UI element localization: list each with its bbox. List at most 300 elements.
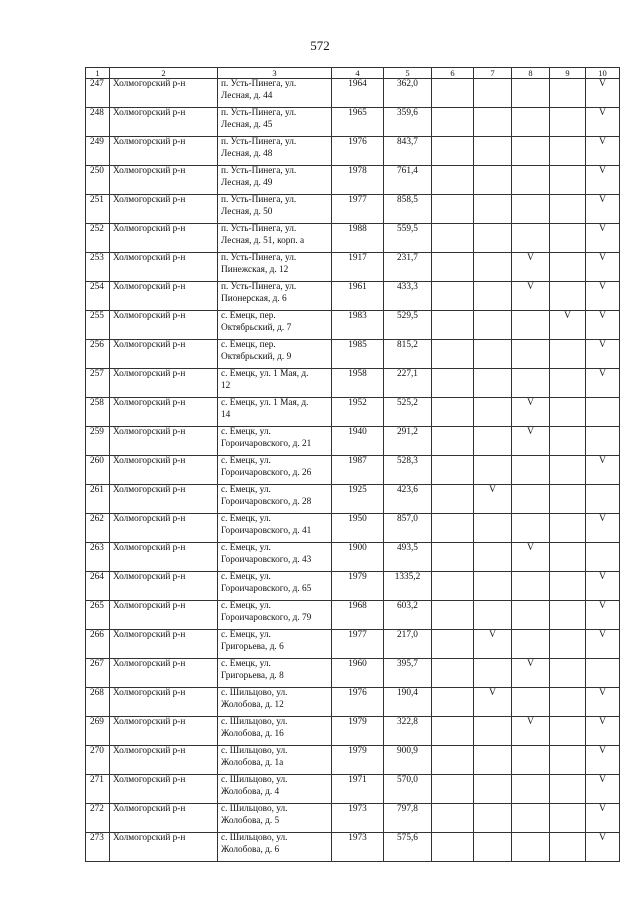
address-cell xyxy=(218,572,332,601)
flag-cell-9 xyxy=(550,369,586,398)
address-line-2: Гороичаровского, д. 41 xyxy=(221,525,312,536)
area-cell: 217,0 xyxy=(384,630,432,659)
area-cell: 815,2 xyxy=(384,340,432,369)
flag-cell-7 xyxy=(474,572,512,601)
flag-cell-10 xyxy=(586,398,620,427)
district-cell: Холмогорский р-н xyxy=(110,543,218,572)
area-cell: 528,3 xyxy=(384,456,432,485)
flag-cell-6 xyxy=(432,485,474,514)
address-line-1: с. Емецк, ул. xyxy=(221,601,271,611)
address-cell xyxy=(218,804,332,833)
year-cell: 1988 xyxy=(332,224,384,253)
table-row xyxy=(86,775,620,804)
district-cell: Холмогорский р-н xyxy=(110,282,218,311)
flag-cell-7 xyxy=(474,195,512,224)
area-cell: 529,5 xyxy=(384,311,432,340)
flag-cell-7 xyxy=(474,340,512,369)
flag-cell-6 xyxy=(432,659,474,688)
address-line-2: Гороичаровского, д. 43 xyxy=(221,554,312,565)
address-line-1: п. Усть-Пинега, ул. xyxy=(221,108,297,118)
district-cell: Холмогорский р-н xyxy=(110,601,218,630)
flag-cell-10: V xyxy=(586,601,620,630)
address-line-1: п. Усть-Пинега, ул. xyxy=(221,253,297,263)
flag-cell-9 xyxy=(550,224,586,253)
flag-cell-9 xyxy=(550,340,586,369)
address-line-2: Пинежская, д. 12 xyxy=(221,264,289,275)
flag-cell-8 xyxy=(512,137,550,166)
flag-cell-9 xyxy=(550,659,586,688)
flag-cell-10: V xyxy=(586,166,620,195)
flag-cell-6 xyxy=(432,688,474,717)
flag-cell-10: V xyxy=(586,746,620,775)
district-cell: Холмогорский р-н xyxy=(110,659,218,688)
district-cell: Холмогорский р-н xyxy=(110,253,218,282)
flag-cell-8: V xyxy=(512,398,550,427)
year-cell: 1987 xyxy=(332,456,384,485)
buildings-table xyxy=(85,67,620,862)
flag-cell-7 xyxy=(474,311,512,340)
area-cell: 559,5 xyxy=(384,224,432,253)
column-header: 4 xyxy=(332,68,384,79)
address-line-1: п. Усть-Пинега, ул. xyxy=(221,282,297,292)
year-cell: 1950 xyxy=(332,514,384,543)
address-line-1: с. Емецк, ул. xyxy=(221,630,271,640)
year-cell: 1976 xyxy=(332,137,384,166)
flag-cell-6 xyxy=(432,717,474,746)
row-number: 252 xyxy=(86,224,110,253)
row-number: 272 xyxy=(86,804,110,833)
row-number: 260 xyxy=(86,456,110,485)
year-cell: 1968 xyxy=(332,601,384,630)
year-cell: 1900 xyxy=(332,543,384,572)
column-header: 5 xyxy=(384,68,432,79)
flag-cell-10: V xyxy=(586,630,620,659)
district-cell: Холмогорский р-н xyxy=(110,804,218,833)
flag-cell-8 xyxy=(512,746,550,775)
flag-cell-7 xyxy=(474,746,512,775)
address-cell xyxy=(218,659,332,688)
flag-cell-8 xyxy=(512,340,550,369)
flag-cell-10: V xyxy=(586,833,620,862)
column-header: 8 xyxy=(512,68,550,79)
year-cell: 1964 xyxy=(332,79,384,108)
table-row xyxy=(86,369,620,398)
address-line-1: с. Емецк, ул. xyxy=(221,659,271,669)
flag-cell-8: V xyxy=(512,253,550,282)
district-cell: Холмогорский р-н xyxy=(110,688,218,717)
address-line-1: с. Шильцово, ул. xyxy=(221,833,288,843)
flag-cell-7 xyxy=(474,79,512,108)
flag-cell-6 xyxy=(432,630,474,659)
row-number: 268 xyxy=(86,688,110,717)
flag-cell-7 xyxy=(474,659,512,688)
year-cell: 1977 xyxy=(332,630,384,659)
address-cell xyxy=(218,717,332,746)
area-cell: 525,2 xyxy=(384,398,432,427)
column-header: 10 xyxy=(586,68,620,79)
district-cell: Холмогорский р-н xyxy=(110,398,218,427)
district-cell: Холмогорский р-н xyxy=(110,833,218,862)
area-cell: 433,3 xyxy=(384,282,432,311)
address-cell xyxy=(218,340,332,369)
address-line-2: Лесная, д. 48 xyxy=(221,148,273,159)
page-number: 572 xyxy=(310,38,330,53)
flag-cell-6 xyxy=(432,804,474,833)
area-cell: 227,1 xyxy=(384,369,432,398)
flag-cell-8 xyxy=(512,833,550,862)
address-line-2: Лесная, д. 44 xyxy=(221,90,273,101)
flag-cell-8 xyxy=(512,775,550,804)
flag-cell-10: V xyxy=(586,369,620,398)
flag-cell-6 xyxy=(432,137,474,166)
flag-cell-9 xyxy=(550,166,586,195)
table-row xyxy=(86,572,620,601)
flag-cell-8 xyxy=(512,195,550,224)
flag-cell-10: V xyxy=(586,514,620,543)
address-line-1: с. Шильцово, ул. xyxy=(221,746,288,756)
flag-cell-7 xyxy=(474,804,512,833)
year-cell: 1940 xyxy=(332,427,384,456)
row-number: 249 xyxy=(86,137,110,166)
flag-cell-6 xyxy=(432,195,474,224)
district-cell: Холмогорский р-н xyxy=(110,775,218,804)
table-row xyxy=(86,659,620,688)
flag-cell-9 xyxy=(550,137,586,166)
district-cell: Холмогорский р-н xyxy=(110,746,218,775)
row-number: 261 xyxy=(86,485,110,514)
address-cell xyxy=(218,833,332,862)
table-row xyxy=(86,543,620,572)
flag-cell-9 xyxy=(550,108,586,137)
district-cell: Холмогорский р-н xyxy=(110,224,218,253)
address-cell xyxy=(218,108,332,137)
address-line-2: 14 xyxy=(221,409,231,420)
year-cell: 1979 xyxy=(332,572,384,601)
year-cell: 1952 xyxy=(332,398,384,427)
area-cell: 190,4 xyxy=(384,688,432,717)
address-line-1: с. Емецк, ул. xyxy=(221,514,271,524)
district-cell: Холмогорский р-н xyxy=(110,340,218,369)
row-number: 247 xyxy=(86,79,110,108)
district-cell: Холмогорский р-н xyxy=(110,456,218,485)
address-line-2: Гороичаровского, д. 28 xyxy=(221,496,312,507)
area-cell: 858,5 xyxy=(384,195,432,224)
address-cell xyxy=(218,369,332,398)
column-header: 2 xyxy=(110,68,218,79)
flag-cell-10: V xyxy=(586,253,620,282)
row-number: 266 xyxy=(86,630,110,659)
table-row xyxy=(86,282,620,311)
address-line-2: Жолобова, д. 12 xyxy=(221,699,284,710)
flag-cell-6 xyxy=(432,601,474,630)
column-number-row xyxy=(86,68,620,79)
flag-cell-10 xyxy=(586,485,620,514)
address-line-1: с. Емецк, ул. xyxy=(221,543,271,553)
row-number: 257 xyxy=(86,369,110,398)
district-cell: Холмогорский р-н xyxy=(110,630,218,659)
area-cell: 322,8 xyxy=(384,717,432,746)
year-cell: 1958 xyxy=(332,369,384,398)
district-cell: Холмогорский р-н xyxy=(110,166,218,195)
table-row xyxy=(86,79,620,108)
flag-cell-6 xyxy=(432,369,474,398)
flag-cell-9 xyxy=(550,398,586,427)
row-number: 270 xyxy=(86,746,110,775)
flag-cell-6 xyxy=(432,543,474,572)
flag-cell-10: V xyxy=(586,195,620,224)
address-line-2: Григорьева, д. 8 xyxy=(221,670,284,681)
district-cell: Холмогорский р-н xyxy=(110,427,218,456)
flag-cell-10: V xyxy=(586,340,620,369)
flag-cell-8: V xyxy=(512,282,550,311)
flag-cell-8 xyxy=(512,311,550,340)
flag-cell-9 xyxy=(550,804,586,833)
table-row xyxy=(86,224,620,253)
flag-cell-7 xyxy=(474,224,512,253)
address-line-2: Григорьева, д. 6 xyxy=(221,641,284,652)
flag-cell-8 xyxy=(512,601,550,630)
flag-cell-8 xyxy=(512,804,550,833)
flag-cell-8 xyxy=(512,369,550,398)
flag-cell-8: V xyxy=(512,543,550,572)
flag-cell-9 xyxy=(550,630,586,659)
flag-cell-6 xyxy=(432,311,474,340)
area-cell: 423,6 xyxy=(384,485,432,514)
year-cell: 1983 xyxy=(332,311,384,340)
flag-cell-6 xyxy=(432,746,474,775)
flag-cell-9 xyxy=(550,601,586,630)
area-cell: 900,9 xyxy=(384,746,432,775)
table-row xyxy=(86,456,620,485)
row-number: 265 xyxy=(86,601,110,630)
column-header: 7 xyxy=(474,68,512,79)
flag-cell-10: V xyxy=(586,717,620,746)
address-line-2: Жолобова, д. 1а xyxy=(221,757,284,768)
table-row xyxy=(86,108,620,137)
row-number: 263 xyxy=(86,543,110,572)
flag-cell-7 xyxy=(474,456,512,485)
table-row xyxy=(86,688,620,717)
address-line-1: п. Усть-Пинега, ул. xyxy=(221,195,297,205)
flag-cell-8 xyxy=(512,224,550,253)
flag-cell-6 xyxy=(432,427,474,456)
flag-cell-9 xyxy=(550,688,586,717)
flag-cell-8 xyxy=(512,79,550,108)
address-line-1: с. Шильцово, ул. xyxy=(221,804,288,814)
flag-cell-8 xyxy=(512,630,550,659)
flag-cell-8: V xyxy=(512,427,550,456)
table-row xyxy=(86,804,620,833)
flag-cell-9 xyxy=(550,253,586,282)
address-line-2: Лесная, д. 51, корп. а xyxy=(221,235,305,246)
flag-cell-7 xyxy=(474,601,512,630)
address-line-2: Гороичаровского, д. 26 xyxy=(221,467,312,478)
flag-cell-9 xyxy=(550,456,586,485)
year-cell: 1985 xyxy=(332,340,384,369)
flag-cell-9 xyxy=(550,833,586,862)
address-line-1: п. Усть-Пинега, ул. xyxy=(221,79,297,89)
area-cell: 857,0 xyxy=(384,514,432,543)
row-number: 258 xyxy=(86,398,110,427)
flag-cell-6 xyxy=(432,108,474,137)
area-cell: 575,6 xyxy=(384,833,432,862)
flag-cell-9 xyxy=(550,79,586,108)
year-cell: 1917 xyxy=(332,253,384,282)
address-line-2: 12 xyxy=(221,380,231,391)
address-line-1: с. Емецк, ул. 1 Мая, д. xyxy=(221,369,309,379)
row-number: 255 xyxy=(86,311,110,340)
area-cell: 843,7 xyxy=(384,137,432,166)
flag-cell-6 xyxy=(432,572,474,601)
flag-cell-9 xyxy=(550,572,586,601)
flag-cell-6 xyxy=(432,79,474,108)
table-row xyxy=(86,514,620,543)
district-cell: Холмогорский р-н xyxy=(110,108,218,137)
table-row xyxy=(86,311,620,340)
year-cell: 1961 xyxy=(332,282,384,311)
flag-cell-10: V xyxy=(586,804,620,833)
address-line-2: Лесная, д. 49 xyxy=(221,177,273,188)
flag-cell-6 xyxy=(432,398,474,427)
flag-cell-7 xyxy=(474,137,512,166)
year-cell: 1977 xyxy=(332,195,384,224)
district-cell: Холмогорский р-н xyxy=(110,195,218,224)
row-number: 267 xyxy=(86,659,110,688)
flag-cell-10: V xyxy=(586,572,620,601)
address-cell xyxy=(218,543,332,572)
address-line-1: с. Емецк, ул. xyxy=(221,427,271,437)
flag-cell-9: V xyxy=(550,311,586,340)
table-row xyxy=(86,833,620,862)
district-cell: Холмогорский р-н xyxy=(110,485,218,514)
year-cell: 1973 xyxy=(332,833,384,862)
address-line-2: Гороичаровского, д. 79 xyxy=(221,612,312,623)
area-cell: 231,7 xyxy=(384,253,432,282)
row-number: 262 xyxy=(86,514,110,543)
address-line-1: п. Усть-Пинега, ул. xyxy=(221,137,297,147)
flag-cell-10: V xyxy=(586,108,620,137)
flag-cell-9 xyxy=(550,427,586,456)
address-line-2: Жолобова, д. 16 xyxy=(221,728,284,739)
flag-cell-7 xyxy=(474,166,512,195)
column-header: 6 xyxy=(432,68,474,79)
row-number: 273 xyxy=(86,833,110,862)
address-line-1: с. Шильцово, ул. xyxy=(221,775,288,785)
row-number: 269 xyxy=(86,717,110,746)
area-cell: 761,4 xyxy=(384,166,432,195)
address-cell xyxy=(218,456,332,485)
flag-cell-9 xyxy=(550,543,586,572)
table-row xyxy=(86,340,620,369)
table-row xyxy=(86,601,620,630)
flag-cell-8 xyxy=(512,166,550,195)
address-cell xyxy=(218,79,332,108)
flag-cell-6 xyxy=(432,253,474,282)
area-cell: 493,5 xyxy=(384,543,432,572)
flag-cell-8 xyxy=(512,514,550,543)
flag-cell-9 xyxy=(550,746,586,775)
table-row xyxy=(86,717,620,746)
table-row xyxy=(86,485,620,514)
address-line-2: Лесная, д. 50 xyxy=(221,206,273,217)
address-line-2: Жолобова, д. 4 xyxy=(221,786,280,797)
table-row xyxy=(86,398,620,427)
flag-cell-6 xyxy=(432,775,474,804)
year-cell: 1976 xyxy=(332,688,384,717)
address-cell xyxy=(218,282,332,311)
flag-cell-10 xyxy=(586,543,620,572)
flag-cell-8 xyxy=(512,572,550,601)
address-cell xyxy=(218,398,332,427)
area-cell: 291,2 xyxy=(384,427,432,456)
area-cell: 1335,2 xyxy=(384,572,432,601)
row-number: 271 xyxy=(86,775,110,804)
flag-cell-7 xyxy=(474,108,512,137)
flag-cell-7: V xyxy=(474,630,512,659)
address-cell xyxy=(218,746,332,775)
flag-cell-8: V xyxy=(512,717,550,746)
district-cell: Холмогорский р-н xyxy=(110,311,218,340)
address-cell xyxy=(218,224,332,253)
address-line-1: п. Усть-Пинега, ул. xyxy=(221,166,297,176)
flag-cell-10: V xyxy=(586,456,620,485)
address-cell xyxy=(218,137,332,166)
address-line-2: Октябрьский, д. 9 xyxy=(221,351,292,362)
address-line-2: Гороичаровского, д. 65 xyxy=(221,583,312,594)
year-cell: 1960 xyxy=(332,659,384,688)
table-row xyxy=(86,166,620,195)
flag-cell-7 xyxy=(474,398,512,427)
flag-cell-10: V xyxy=(586,79,620,108)
year-cell: 1965 xyxy=(332,108,384,137)
row-number: 256 xyxy=(86,340,110,369)
flag-cell-10: V xyxy=(586,311,620,340)
row-number: 264 xyxy=(86,572,110,601)
row-number: 253 xyxy=(86,253,110,282)
table-row xyxy=(86,137,620,166)
address-line-1: с. Емецк, пер. xyxy=(221,311,276,321)
flag-cell-6 xyxy=(432,456,474,485)
address-line-1: с. Емецк, ул. xyxy=(221,485,271,495)
table-body xyxy=(86,68,620,862)
flag-cell-8 xyxy=(512,108,550,137)
address-line-1: п. Усть-Пинега, ул. xyxy=(221,224,297,234)
address-cell xyxy=(218,166,332,195)
address-line-1: с. Шильцово, ул. xyxy=(221,717,288,727)
flag-cell-7 xyxy=(474,717,512,746)
district-cell: Холмогорский р-н xyxy=(110,369,218,398)
address-line-2: Гороичаровского, д. 21 xyxy=(221,438,312,449)
flag-cell-10: V xyxy=(586,775,620,804)
flag-cell-10: V xyxy=(586,224,620,253)
address-line-1: с. Емецк, ул. 1 Мая, д. xyxy=(221,398,309,408)
address-cell xyxy=(218,427,332,456)
year-cell: 1973 xyxy=(332,804,384,833)
table-row xyxy=(86,253,620,282)
district-cell: Холмогорский р-н xyxy=(110,514,218,543)
area-cell: 359,6 xyxy=(384,108,432,137)
address-cell xyxy=(218,601,332,630)
flag-cell-7 xyxy=(474,543,512,572)
flag-cell-6 xyxy=(432,282,474,311)
row-number: 259 xyxy=(86,427,110,456)
address-line-1: с. Емецк, пер. xyxy=(221,340,276,350)
flag-cell-6 xyxy=(432,224,474,253)
flag-cell-10: V xyxy=(586,282,620,311)
flag-cell-8 xyxy=(512,456,550,485)
flag-cell-9 xyxy=(550,195,586,224)
flag-cell-6 xyxy=(432,340,474,369)
